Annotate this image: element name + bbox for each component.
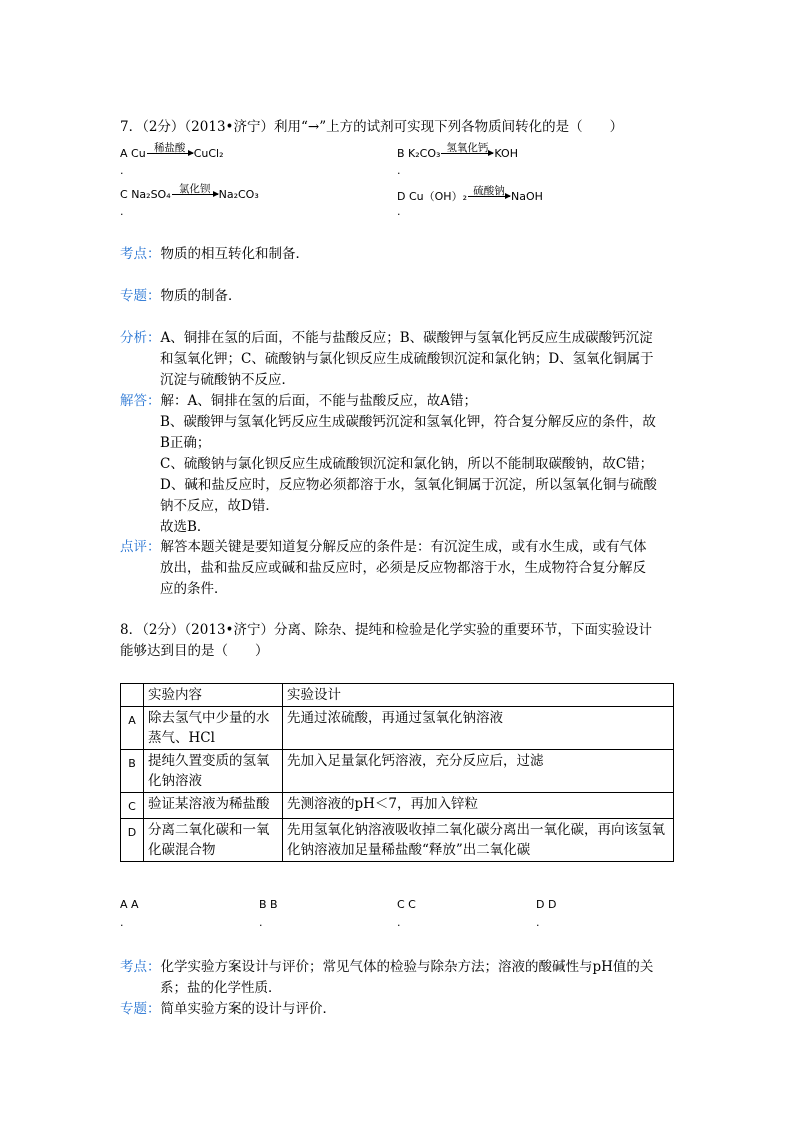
dianping-line: 解答本题关键是要知道复分解反应的条件是：有沉淀生成，或有水生成，或有气体 xyxy=(160,539,647,555)
jieda-line: 故选B． xyxy=(160,519,211,535)
option-dot: . xyxy=(120,205,124,218)
reaction-arrow-icon xyxy=(147,142,193,157)
table-row[interactable] xyxy=(121,793,674,819)
zhuanti-label: 专题： xyxy=(120,1001,161,1017)
row-key: C xyxy=(121,793,144,819)
kaodian-label: 考点： xyxy=(120,246,161,262)
table-row[interactable] xyxy=(121,819,674,862)
option-dot: . xyxy=(397,205,401,218)
jieda-line: B、碳酸钾与氢氧化钙反应生成碳酸钙沉淀和氢氧化钾，符合复分解反应的条件，故 xyxy=(160,414,656,430)
jieda-line: 解：A、铜排在氢的后面，不能与盐酸反应，故A错； xyxy=(160,393,477,409)
reagent-label: 氢氧化钙 xyxy=(446,142,489,154)
q8-option-c[interactable]: C C xyxy=(397,898,416,911)
dianping-line: 放出，盐和盐反应或碱和盐反应时，必须是反应物都溶于水，生成物符合复分解反 xyxy=(160,560,646,576)
reagent-label: 氯化钡 xyxy=(178,183,211,195)
option-to: KOH xyxy=(494,147,518,160)
option-from: Cu xyxy=(131,147,146,160)
q8-kaodian xyxy=(120,957,653,999)
option-from: K₂CO₃ xyxy=(408,147,441,160)
q7-option-d[interactable] xyxy=(397,185,543,204)
q7-kaodian xyxy=(120,244,309,265)
q7-option-c[interactable] xyxy=(120,183,259,201)
option-from: Na₂SO₄ xyxy=(131,188,171,201)
row-content: 提纯久置变质的氢氧化钠溶液 xyxy=(144,750,283,793)
dianping-line: 应的条件． xyxy=(160,581,228,597)
option-to: Na₂CO₃ xyxy=(218,188,259,201)
zhuanti-text: 物质的制备． xyxy=(160,288,242,304)
experiment-table xyxy=(120,683,674,862)
q8-zhuanti xyxy=(120,999,336,1020)
row-key: A xyxy=(121,707,144,750)
option-to: CuCl₂ xyxy=(193,147,224,160)
reaction-arrow-icon xyxy=(468,185,510,200)
option-dot: . xyxy=(397,916,401,929)
row-design: 先加入足量氯化钙溶液，充分反应后，过滤 xyxy=(283,750,674,793)
option-key: D xyxy=(397,190,406,203)
kaodian-text: 物质的相互转化和制备． xyxy=(160,246,309,262)
table-row[interactable] xyxy=(121,707,674,750)
row-key: D xyxy=(121,819,144,862)
table-header-content: 实验内容 xyxy=(144,684,283,707)
jieda-label: 解答： xyxy=(120,393,161,409)
q7-zhuanti xyxy=(120,286,242,307)
dianping-label: 点评： xyxy=(120,539,161,555)
option-dot: . xyxy=(536,916,540,929)
reaction-arrow-icon xyxy=(441,142,493,157)
fenxi-line: 沉淀与硫酸钠不反应． xyxy=(160,372,295,388)
q8-stem-line: 能够达到目的是（ ） xyxy=(120,643,269,659)
row-content: 分离二氧化碳和一氧化碳混合物 xyxy=(144,819,283,862)
q8-stem-line: 8．（2分）（2013•济宁）分离、除杂、提纯和检验是化学实验的重要环节，下面实验设计 xyxy=(120,622,652,638)
jieda-line: D、碱和盐反应时，反应物必须都溶于水，氢氧化铜属于沉淀，所以氢氧化铜与硫酸 xyxy=(160,477,657,493)
kaodian-line: 系；盐的化学性质． xyxy=(160,980,282,996)
zhuanti-text: 简单实验方案的设计与评价． xyxy=(160,1001,336,1017)
q7-fenxi xyxy=(120,328,654,391)
table-row[interactable] xyxy=(121,750,674,793)
fenxi-line: 和氢氧化钾；C、硫酸钠与氯化钡反应生成硫酸钡沉淀和氯化钠；D、氢氧化铜属于 xyxy=(160,351,654,367)
option-to: NaOH xyxy=(510,190,543,203)
fenxi-label: 分析： xyxy=(120,330,161,346)
option-from: Cu（OH）₂ xyxy=(408,190,467,203)
option-key: A xyxy=(120,147,128,160)
reaction-arrow-icon xyxy=(172,183,218,198)
reagent-label: 硫酸钠 xyxy=(473,185,505,197)
q8-option-b[interactable]: B B xyxy=(259,898,278,911)
q8-option-d[interactable]: D D xyxy=(536,898,557,911)
option-key: C xyxy=(120,188,128,201)
option-dot: . xyxy=(259,916,263,929)
option-key: B xyxy=(397,147,405,160)
q8-option-a[interactable]: A A xyxy=(120,898,139,911)
row-design: 先用氢氧化钠溶液吸收掉二氧化碳分离出一氧化碳，再向该氢氧化钠溶液加足量稀盐酸“释放”出二氧化碳 xyxy=(283,819,674,862)
jieda-line: B正确； xyxy=(160,435,211,451)
q7-option-b[interactable] xyxy=(397,142,518,160)
table-header-row xyxy=(121,684,674,707)
jieda-line: 钠不反应，故D错． xyxy=(160,498,279,514)
option-dot: . xyxy=(120,916,124,929)
q7-dianping xyxy=(120,537,647,600)
row-design: 先通过浓硫酸，再通过氢氧化钠溶液 xyxy=(283,707,674,750)
table-cell xyxy=(121,684,144,707)
fenxi-line: A、铜排在氢的后面，不能与盐酸反应；B、碳酸钾与氢氧化钙反应生成碳酸钙沉淀 xyxy=(160,330,653,346)
kaodian-label: 考点： xyxy=(120,959,161,975)
table-header-design: 实验设计 xyxy=(283,684,674,707)
q7-option-a[interactable] xyxy=(120,142,224,160)
row-content: 验证某溶液为稀盐酸 xyxy=(144,793,283,819)
q7-stem: 7．（2分）（2013•济宁）利用“→”上方的试剂可实现下列各物质间转化的是（ ） xyxy=(120,119,624,135)
kaodian-line: 化学实验方案设计与评价；常见气体的检验与除杂方法；溶液的酸碱性与pH值的关 xyxy=(160,959,654,975)
row-content: 除去氢气中少量的水蒸气、HCl xyxy=(144,707,283,750)
option-dot: . xyxy=(397,164,401,177)
row-key: B xyxy=(121,750,144,793)
reagent-label: 稀盐酸 xyxy=(153,142,186,154)
zhuanti-label: 专题： xyxy=(120,288,161,304)
q7-jieda xyxy=(120,391,657,538)
row-design: 先测溶液的pH＜7，再加入锌粒 xyxy=(283,793,674,819)
option-dot: . xyxy=(120,164,124,177)
jieda-line: C、硫酸钠与氯化钡反应生成硫酸钡沉淀和氯化钠，所以不能制取碳酸钠，故C错； xyxy=(160,456,654,472)
q8-stem xyxy=(120,620,652,662)
